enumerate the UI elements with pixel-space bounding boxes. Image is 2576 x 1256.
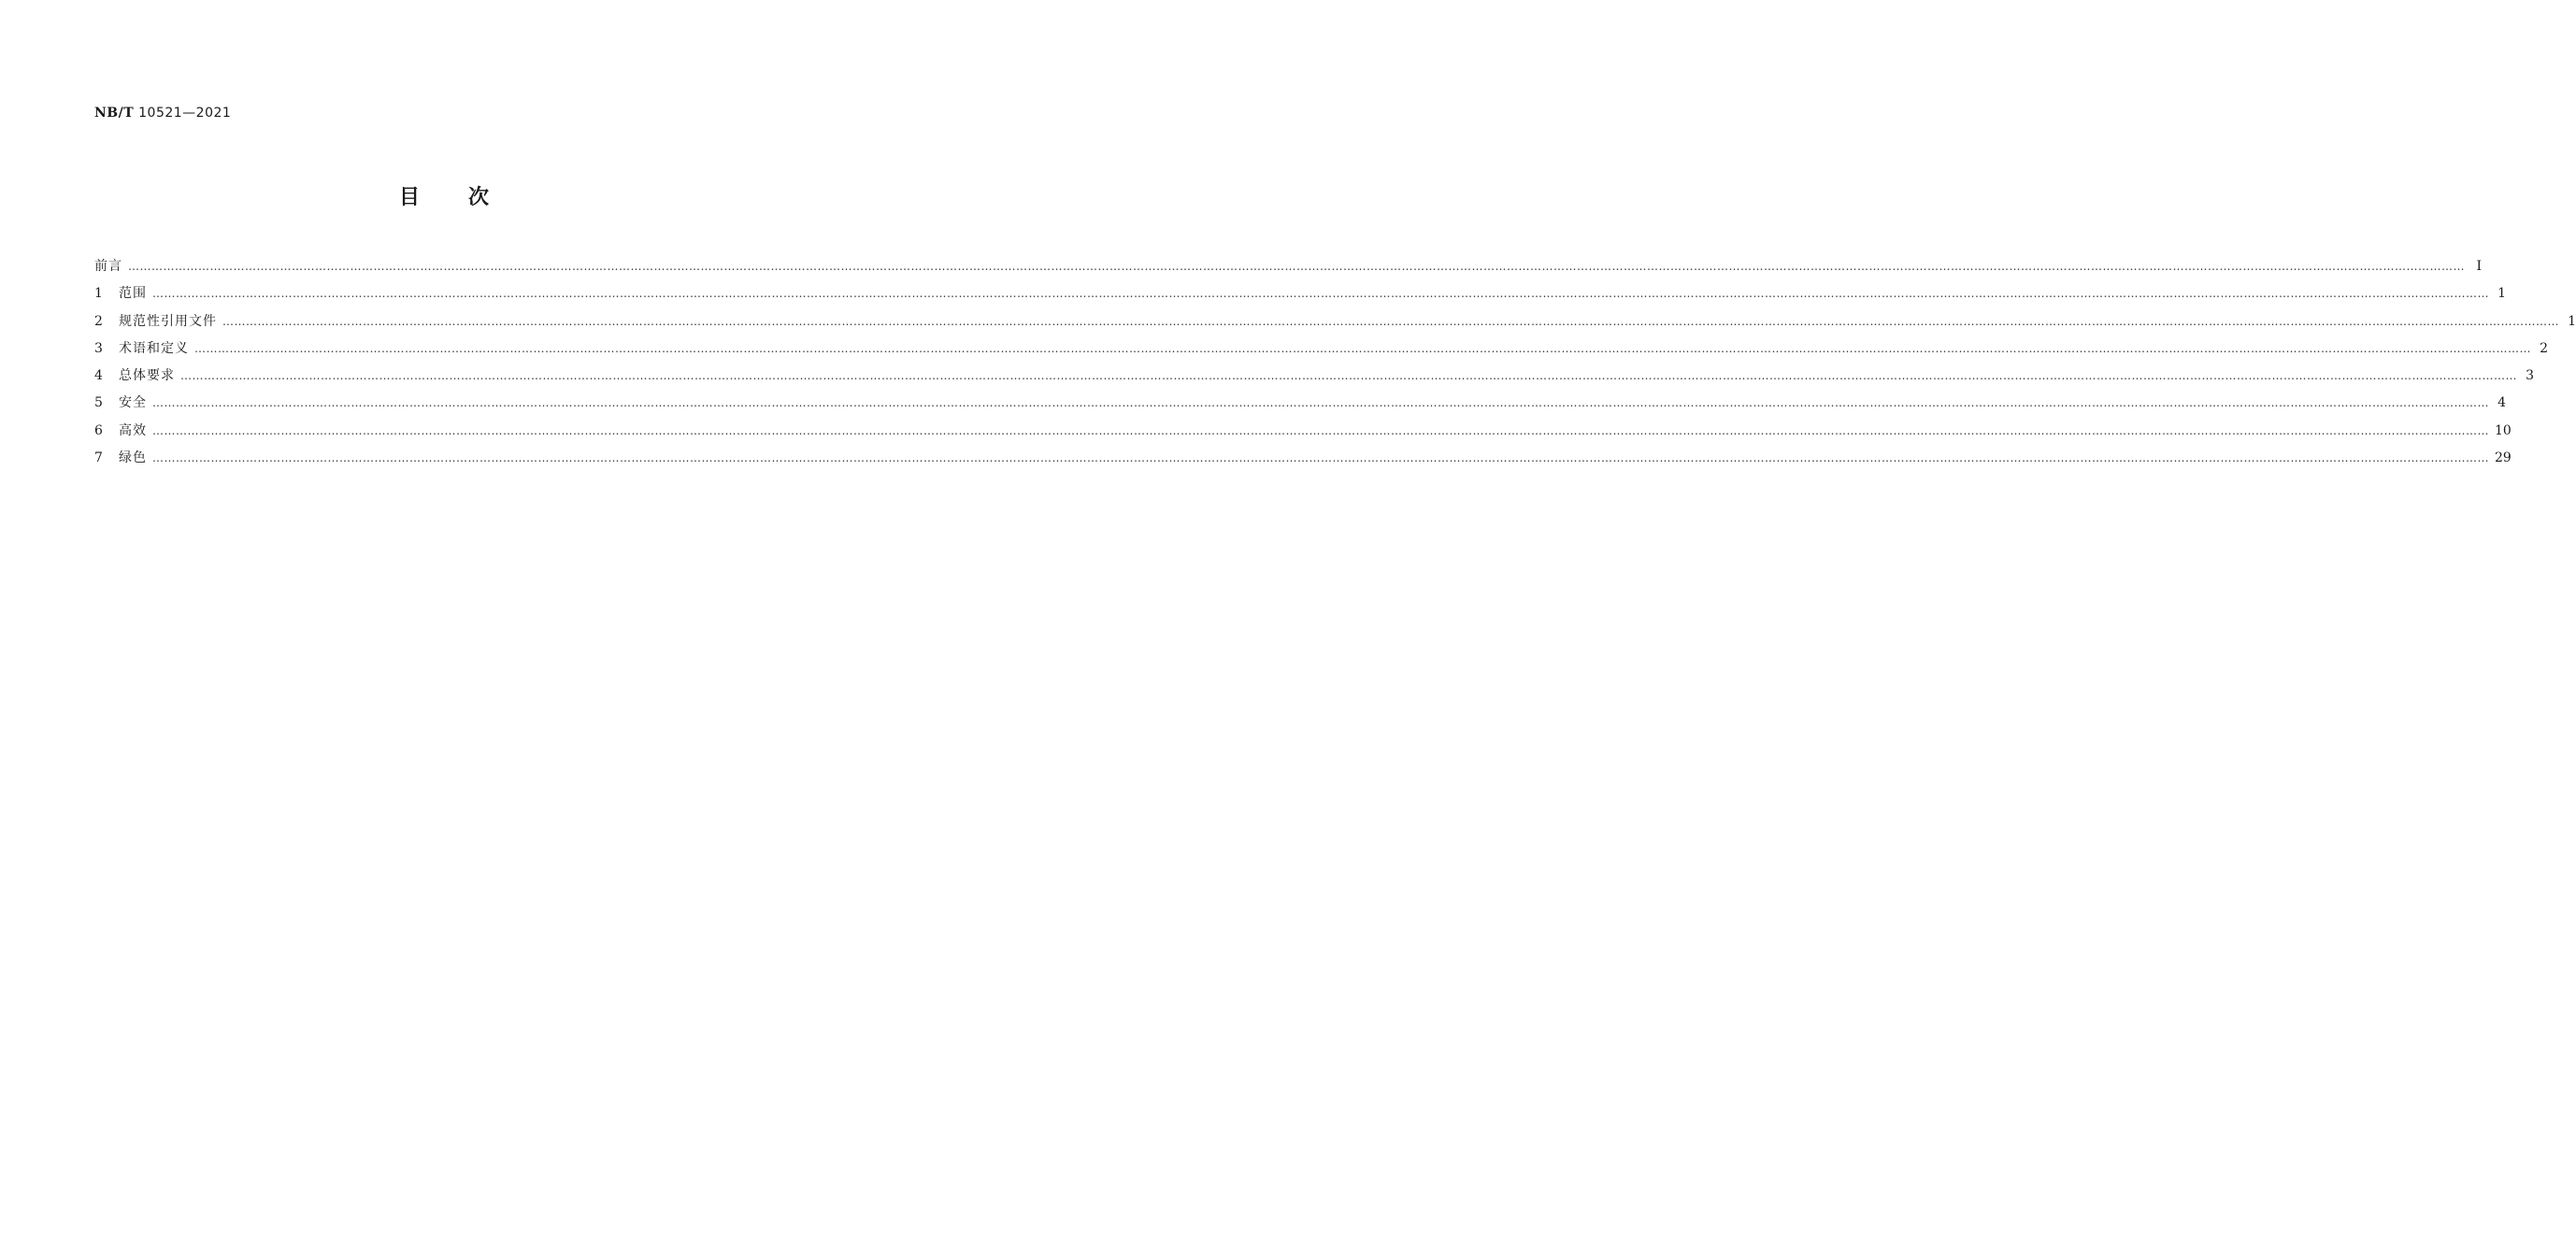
toc-leader-dots: …………………………………………………………………………………………………………………………………………………………………………………………………………………………………………………………………………………………………………………………………………………………………………………………………………………………………………………………………………………………………………………………………………………… xyxy=(152,287,2489,301)
toc-entry-label: 术语和定义 xyxy=(119,340,189,356)
toc-entry-page: 1 xyxy=(2497,286,2506,302)
document-code-number: 10521—2021 xyxy=(138,106,232,121)
toc-entry-label: 范围 xyxy=(119,286,147,302)
toc-leader-dots: …………………………………………………………………………………………………………………………………………………………………………………………………………………………………………………………………………………………………………………………………………………………………………………………………………………………………………………………………………………………………………………………………………………… xyxy=(128,260,2465,273)
document-code xyxy=(94,106,231,121)
table-of-contents xyxy=(94,256,2576,475)
document-code-prefix: NB/T xyxy=(94,106,135,121)
toc-entry-normative-references[interactable] xyxy=(94,311,2576,338)
toc-entry-general-requirements[interactable] xyxy=(94,365,2534,392)
toc-entry-efficiency[interactable] xyxy=(94,421,2512,448)
toc-entry-page: 10 xyxy=(2495,422,2512,438)
toc-entry-number: 6 xyxy=(94,422,103,438)
toc-entry-page: 29 xyxy=(2495,450,2512,466)
toc-leader-dots: …………………………………………………………………………………………………………………………………………………………………………………………………………………………………………………………………………………………………………………………………………………………………………………………………………………………………………………………………………………………………………………………………………………… xyxy=(180,369,2517,383)
toc-leader-dots: …………………………………………………………………………………………………………………………………………………………………………………………………………………………………………………………………………………………………………………………………………………………………………………………………………………………………………………………………………………………………………………………………………………… xyxy=(194,341,2531,355)
toc-entry-number: 4 xyxy=(94,368,103,384)
toc-entry-number: 1 xyxy=(94,286,103,302)
toc-entry-scope[interactable] xyxy=(94,283,2506,310)
toc-entry-number: 2 xyxy=(94,313,103,329)
toc-entry-label: 绿色 xyxy=(119,450,147,466)
toc-entry-green[interactable] xyxy=(94,448,2512,475)
toc-entry-safety[interactable] xyxy=(94,392,2506,420)
toc-entry-foreword[interactable] xyxy=(94,256,2482,283)
toc-entry-page: Ⅰ xyxy=(2476,259,2482,274)
toc-entry-number: 7 xyxy=(94,450,103,466)
page-title: 目次 xyxy=(398,186,537,209)
toc-leader-dots: …………………………………………………………………………………………………………………………………………………………………………………………………………………………………………………………………………………………………………………………………………………………………………………………………………………………………………………………………………………………………………………………………………………… xyxy=(152,396,2489,410)
toc-entry-page: 2 xyxy=(2540,340,2548,356)
toc-entry-label: 规范性引用文件 xyxy=(119,313,217,329)
toc-leader-dots: …………………………………………………………………………………………………………………………………………………………………………………………………………………………………………………………………………………………………………………………………………………………………………………………………………………………………………………………………………………………………………………………………………………… xyxy=(222,314,2559,328)
toc-leader-dots: …………………………………………………………………………………………………………………………………………………………………………………………………………………………………………………………………………………………………………………………………………………………………………………………………………………………………………………………………………………………………………………………………………………… xyxy=(152,451,2489,465)
toc-entry-label: 安全 xyxy=(119,395,147,411)
toc-entry-label: 前言 xyxy=(94,259,122,274)
toc-entry-number: 5 xyxy=(94,395,103,411)
toc-entry-page: 3 xyxy=(2526,368,2534,384)
toc-entry-label: 总体要求 xyxy=(119,368,175,384)
toc-entry-page: 1 xyxy=(2568,313,2576,329)
toc-entry-terms-definitions[interactable] xyxy=(94,338,2548,365)
toc-entry-label: 高效 xyxy=(119,422,147,438)
toc-leader-dots: …………………………………………………………………………………………………………………………………………………………………………………………………………………………………………………………………………………………………………………………………………………………………………………………………………………………………………………………………………………………………………………………………………………… xyxy=(152,423,2489,437)
toc-entry-number: 3 xyxy=(94,340,103,356)
toc-entry-page: 4 xyxy=(2497,395,2506,411)
